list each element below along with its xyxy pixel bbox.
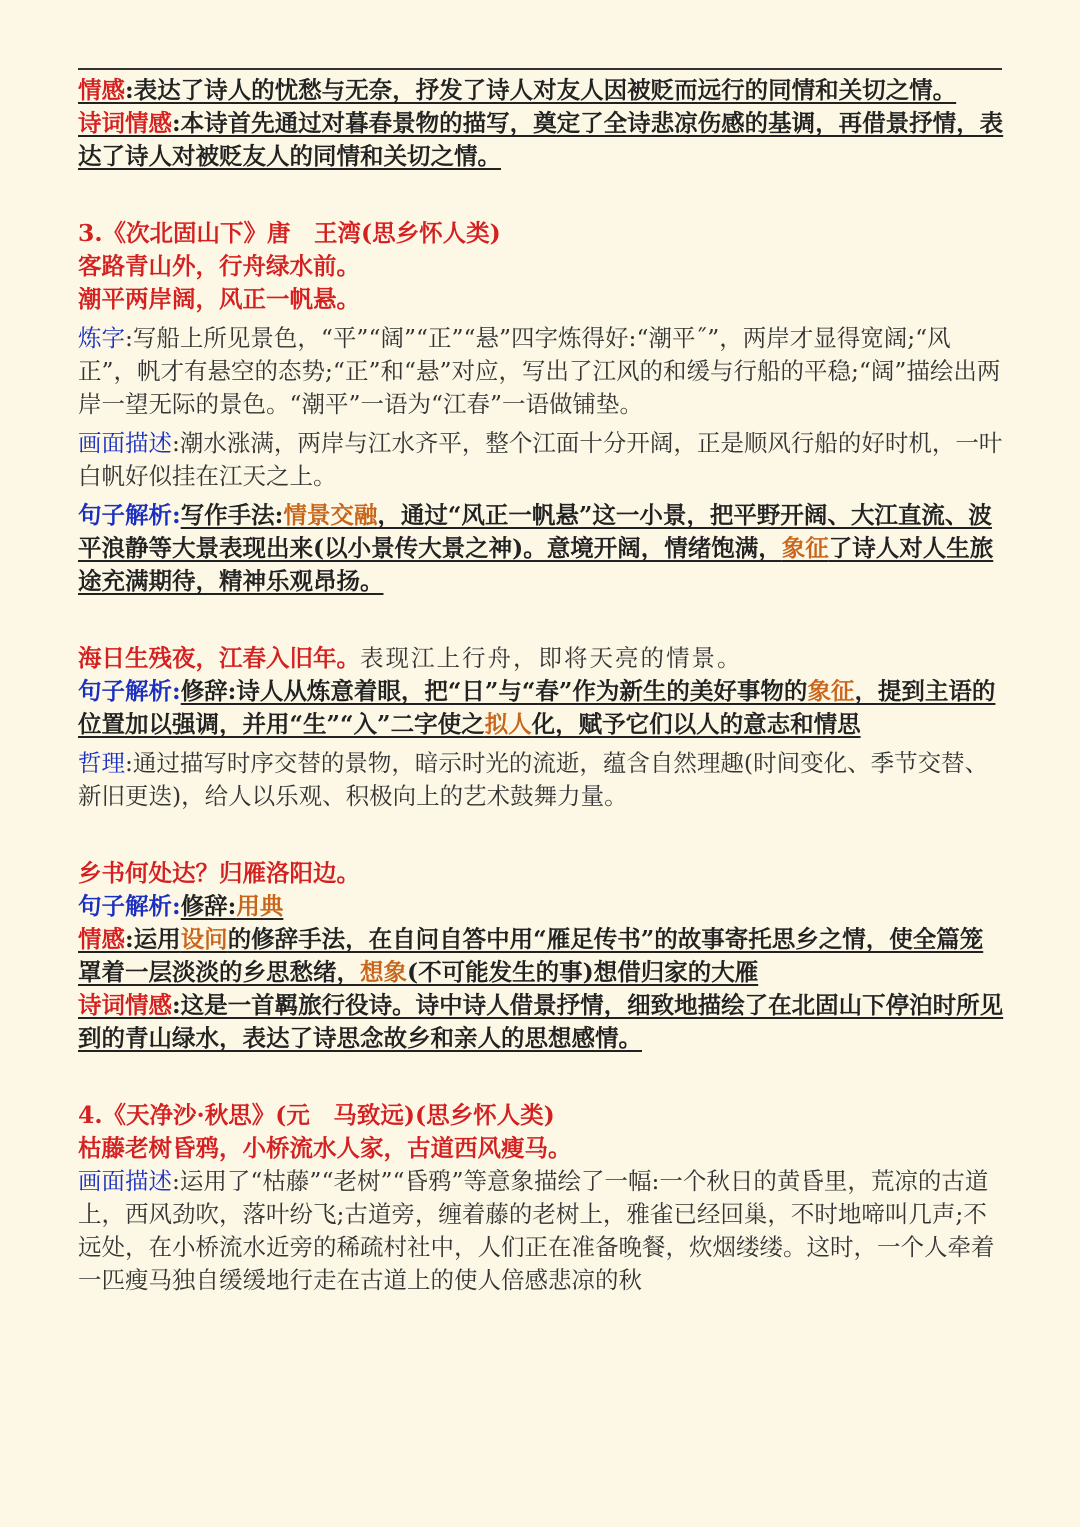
- jiexi-label: 句子解析:: [78, 501, 181, 529]
- poem-emotion-paragraph: [78, 107, 1006, 173]
- lianzi-text: :写船上所见景色，“平”“阔”“正”“悬”四字炼得好:“潮平˝”，两岸才显得宽阔;“风正”，帆才有悬空的态势;“正”和“悬”对应，写出了江风的和缓与行船的平稳;“阔”描绘出两岸一望无际的景色。“潮平”一语为“江春”一语做铺垫。: [78, 324, 1001, 418]
- poem3-line2: 潮平两岸阔，风正一帆悬。: [78, 285, 360, 313]
- jiexi2-paragraph: [78, 675, 1006, 741]
- zheli-label: 哲理: [78, 749, 125, 777]
- jiexi3-highlight-yongdian: 用典: [236, 892, 284, 920]
- lianzi-label: 炼字: [78, 324, 125, 352]
- qinggan-highlight-shewen: 设问: [180, 925, 228, 953]
- poem4-line1: 枯藤老树昏鸦，小桥流水人家，古道西风瘦马。: [78, 1134, 572, 1162]
- jiexi2-label: 句子解析:: [78, 677, 181, 705]
- scqg-paragraph: [78, 989, 1006, 1055]
- jiexi2-part2: ，提到主语的位置加以强调，并用“生”“入”二字使之: [78, 677, 996, 738]
- zheli-text: :通过描写时序交替的景物，暗示时光的流逝，蕴含自然理趣(时间变化、季节交替、新旧更迭)，给人以乐观、积极向上的艺术鼓舞力量。: [78, 749, 989, 810]
- emotion-text: :表达了诗人的忧愁与无奈，抒发了诗人对友人因被贬而远行的同情和关切之情。: [125, 76, 957, 104]
- jiexi-part2: ，通过“风正一帆悬”这一小景，把平野开阔、大江直流、波平浪静等大景表现出来(以小景传大景之神)。意境开阔，情绪饱满，: [78, 501, 992, 562]
- zheli-paragraph: [78, 747, 1006, 813]
- jiexi2-highlight-xiangzheng: 象征: [807, 677, 855, 705]
- poem3-line4: 乡书何处达？归雁洛阳边。: [78, 859, 360, 887]
- jiexi3-part1: 修辞:: [180, 892, 237, 920]
- document-content: [78, 74, 1006, 1297]
- scqg-text: :这是一首羁旅行役诗。诗中诗人借景抒情，细致地描绘了在北固山下停泊时所见到的青山绿水，表达了诗思念故乡和亲人的思想感情。: [78, 991, 1004, 1052]
- poem3-line3: 海日生残夜，江春入旧年。: [78, 644, 360, 672]
- qinggan-highlight-xiangxiang: 想象: [360, 958, 407, 986]
- poem3-title: 3.《次北固山下》唐 王湾(思乡怀人类): [78, 219, 501, 247]
- jiexi3-paragraph: [78, 890, 1006, 923]
- poem4-title: 4.《天净沙·秋思》(元 马致远)(思乡怀人类): [78, 1101, 555, 1129]
- jiexi3-label: 句子解析:: [78, 892, 181, 920]
- poem3-line1: 客路青山外，行舟绿水前。: [78, 252, 360, 280]
- qinggan-part1: :运用: [125, 925, 181, 953]
- emotion-paragraph: [78, 74, 1006, 107]
- scqg-label: 诗词情感: [78, 991, 172, 1019]
- poem-emotion-text: :本诗首先通过对暮春景物的描写，奠定了全诗悲凉伤感的基调，再借景抒情，表达了诗人对被贬友人的同情和关切之情。: [78, 109, 1004, 170]
- poem4-huamian-label: 画面描述: [78, 1167, 172, 1195]
- top-divider: [78, 68, 1002, 70]
- jiexi2-highlight-niren: 拟人: [484, 710, 532, 738]
- qinggan-label: 情感: [78, 925, 125, 953]
- lianzi-paragraph: [78, 322, 1006, 421]
- emotion-label: 情感: [78, 76, 125, 104]
- jiexi-part3: 了诗人对人生旅途充满期待，精神乐观昂扬。: [78, 534, 994, 595]
- qinggan-paragraph: [78, 923, 1006, 989]
- jiexi-paragraph: [78, 499, 1006, 598]
- huamian-paragraph: [78, 427, 1006, 493]
- poem3-line3-note: 表现江上行舟，即将天亮的情景。: [360, 644, 743, 672]
- poem4-huamian-text: :运用了“枯藤”“老树”“昏鸦”等意象描绘了一幅:一个秋日的黄昏里，荒凉的古道上，西风劲吹，落叶纷飞;古道旁，缠着藤的老树上，雅雀已经回巢，不时地啼叫几声;不远处，在小桥流水近旁的稀疏村社中，人们正在准备晚餐，炊烟缕缕。这时，一个人牵着一匹瘦马独自缓缓地行走在古道上的使人倍感悲凉的秋: [78, 1167, 995, 1294]
- huamian-text: :潮水涨满，两岸与江水齐平，整个江面十分开阔，正是顺风行船的好时机，一叶白帆好似挂在江天之上。: [78, 429, 1003, 490]
- jiexi-highlight-qingjing: 情景交融: [283, 501, 378, 529]
- poem4-huamian-paragraph: [78, 1165, 1006, 1297]
- poem3-line3-paragraph: [78, 642, 1006, 675]
- poem-emotion-label: 诗词情感: [78, 109, 172, 137]
- jiexi2-part1: 修辞:诗人从炼意着眼，把“日”与“春”作为新生的美好事物的: [180, 677, 808, 705]
- jiexi-part1: 写作手法:: [180, 501, 284, 529]
- jiexi-highlight-xiangzheng: 象征: [781, 534, 829, 562]
- jiexi2-part3: 化，赋予它们以人的意志和情思: [531, 710, 861, 738]
- qinggan-part3: (不可能发生的事)想借归家的大雁: [407, 958, 759, 986]
- huamian-label: 画面描述: [78, 429, 172, 457]
- qinggan-part2: 的修辞手法，在自问自答中用“雁足传书”的故事寄托思乡之情，使全篇笼罩着一层淡淡的乡思愁绪，: [78, 925, 984, 986]
